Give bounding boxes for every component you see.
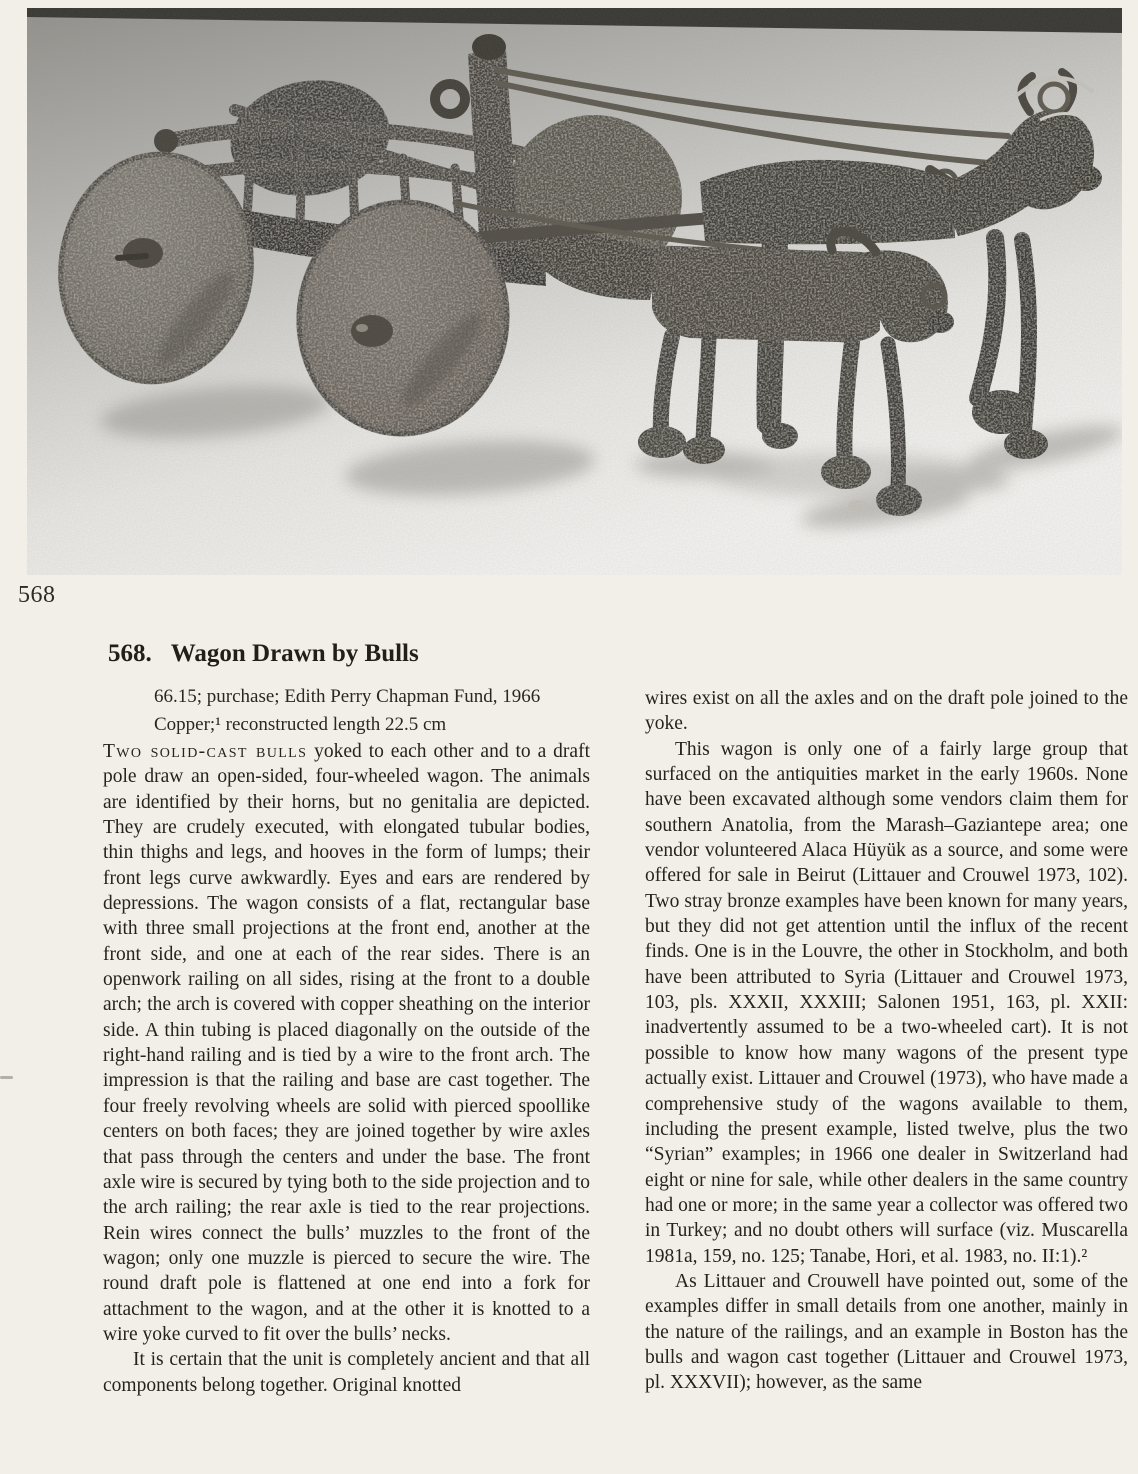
paragraph-comparanda: As Littauer and Crouwell have pointed out, some of the examples differ in small details from one another, mainly in the nature of the railings, and an example in Boston has the bulls and wagon cast together (Littauer and Crouwel 1973, pl. XXXVII); however, as the same [645, 1270, 1128, 1394]
photo-grain [27, 8, 1122, 575]
right-column [645, 686, 1128, 1396]
material-line: Copper;¹ reconstructed length 22.5 cm [154, 714, 447, 735]
artifact-photograph [27, 8, 1122, 575]
entry-meta [154, 683, 540, 739]
paragraph-authenticity: It is certain that the unit is completely ancient and that all components belong together. Original knotted [103, 1349, 590, 1396]
entry-number: 568. [108, 640, 152, 667]
paragraph-description [103, 739, 590, 1347]
figure-number: 568 [18, 582, 56, 608]
paragraph-text: yoked to each other and to a draft pole draw an open-sided, four-wheeled wagon. The animals are identified by their horns, but no genitalia are depicted. They are crudely executed, with elongated tubular bodies, thin thighs and legs, and hooves in the form of lumps; their front legs curve awkwardly. Eyes and ears are rendered by depressions. The wagon consists of a flat, rectangular base with three small projections at the front end, another at the front side, and one at each of the rear sides. There is an openwork railing on all sides, rising at the front to a double arch; the arch is covered with copper sheathing on the interior side. A thin tubing is placed diagonally on the outside of the right-hand railing and is tied by a wire to the front arch. The impression is that the railing and base are cast together. The four freely revolving wheels are solid with pierced spoollike centers on both faces; they are joined together by wire axles that pass through the centers and under the base. The front axle wire is secured by tying both to the side projection and to the arch railing; the rear axle is tied to the rear projections. Rein wires connect the bulls’ muzzles to the front of the wagon; only one muzzle is pierced to secure the wire. The round draft pole is flattened at one end into a fork for attachment to the wagon, and at the other it is knotted to a wire yoke curved to fit over the bulls’ necks. [103, 741, 590, 1345]
entry-heading [108, 640, 419, 668]
entry-title: Wagon Drawn by Bulls [170, 640, 419, 667]
lead-small-caps: Two solid-cast bulls [103, 741, 308, 762]
paragraph-provenance: This wagon is only one of a fairly large group that surfaced on the antiquities market in the early 1960s. None have been excavated although some vendors claim them for southern Anatolia, from the Marash–Gaziantepe area; one vendor volunteered Alaca Hüyük as a source, and some were offered for sale in Beirut (Littauer and Crouwel 1973, 102). Two stray bronze examples have been known for many years, but they did not get attention until the influx of the recent finds. One is in the Louvre, the other in Stockholm, and both have been attributed to Syria (Littauer and Crouwel 1973, 103, pls. XXXII, XXXIII; Salonen 1951, 163, pl. XXII: inadvertently assumed to be a two-wheeled cart). It is not possible to know how many wagons of the present type actually exist. Littauer and Crouwel (1973), who have made a comprehensive study of the wagons available to them, including the present example, listed twelve, plus the two “Syrian” examples; in 1966 one dealer in Switzerland had eight or nine for sale, while other dealers in the same country had one or more; in the same year a collector was offered two in Turkey; and no doubt others will surface (viz. Muscarella 1981a, 159, no. 125; Tanabe, Hori, et al. 1983, no. II:1).² [645, 738, 1128, 1267]
left-column [103, 739, 590, 1398]
paragraph-continuation: wires exist on all the axles and on the draft pole joined to the yoke. [645, 688, 1128, 735]
credit-line: 66.15; purchase; Edith Perry Chapman Fund, 1966 [154, 686, 541, 707]
scan-artifact-mark [0, 1076, 13, 1079]
